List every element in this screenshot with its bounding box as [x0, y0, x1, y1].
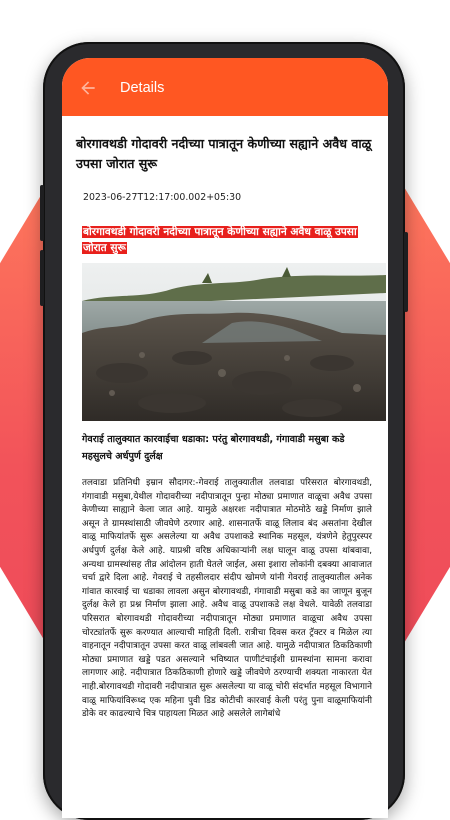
article-photo	[82, 263, 386, 421]
highlight-block	[82, 223, 374, 255]
article-body: तलवाडा प्रतिनिधी इम्रान सौदागर:-गेवराई तालुक्यातील तलवाडा परिसरात बोरगावथडी, गंगावाडी मसुबा,येथील गोदावरीच्या नदीपात्रातून पुन्हा मोठ्या प्रमाणात वाळूचा अवैध उपसा केणीच्या साह्याने केला जात आहे. यामुळे अक्षरशः नदीपात्रात मोठमोठे खड्डे निर्माण झाले असून ते ग्रामस्थांसाठी जीवघेणे ठरणार आहे. शासनातर्फे वाळू लिलाव बंद असतांना देखील वाळू माफियांतर्फे सुरू असलेल्या या अवैध उपशाकडे स्थानिक महसूल, यंत्रणेने हेतुपुरस्पर अर्धपुर्ण दुर्लक्ष केले आहे. याप्रश्री वरिष्ठ अधिकाऱ्यांनी लक्ष घालून वाळू उपसा थांबवावा, अन्यथा ग्रामस्थांसह तीव्र आंदोलन हाती घेतले जाईल, असा इशारा लोकांनी दबक्या आवाजात चर्चा द्वारे दिला आहे. गेवराई चे तहसीलदार संदीप खोमणे यांनी गेवराई तालुक्यातील अनेक गांवात कारवाई चा धडाका लावला असुन बोरगावथडी, गंगावाडी मसुबा कडे का जाणून बुजून दुर्लक्ष केले हा प्रश्न निर्माण झाला आहे. अवैध वाळू उपशाकडे लक्ष वेधले. यावेळी तलवाडा परिसरात बोरगावथडी गोदावरीच्या नदीपात्रातून मोठ्या प्रमाणात वाळूचा अवैध उपसा चोरट्यांतर्फे सुरू करण्यात आल्याची माहिती दिली. रात्रीचा दिवस करत ट्रॅक्टर व मिळेल त्या वाहनातून नदीपात्रातून उपसा करत वाळू लांबवली जात आहे. यामुळे नदीपात्रात ठिकठिकाणी मोठ्या प्रमाणात खड्डे पडत असल्याने भविष्यात पाणीटंचाईशी ग्रामस्थांना सामना करावा लागणार आहे. नदीपात्रात ठिकठिकाणी होणारे खड्डे जीवघेणे ठरण्याची शक्यता नाकारता येत नाही.बोरगावथडी गोदावरी नदीपात्रात सुरू असलेल्या या वाळू चोरी संदर्भात महसूल विभागाने वाळू माफियांविरूध्द एक महिना पुवी डिड कोटीची कारवाई केली परंतु पुना वाळूमाफियांनी डोके वर काढल्याचे चित्र पाहायला मिळत आहे असलेले लागेबांधे	[82, 478, 372, 720]
article-headline: बोरगावथडी गोदावरी नदीच्या पात्रातून केणीच्या सह्याने अवैध वाळू उपसा जोरात सुरू	[76, 136, 372, 171]
phone-side-button	[40, 250, 44, 306]
arrow-left-icon[interactable]	[78, 78, 98, 98]
phone-power-button	[404, 232, 408, 312]
app-bar	[62, 58, 388, 116]
phone-screen	[62, 58, 388, 818]
phone-side-button	[40, 185, 44, 241]
page-title: Details	[120, 80, 165, 96]
article-subheadline: गेवराई तालुक्यात कारवाईचा धडाका: परंतु बोरगावथडी, गंगावाडी मसुबा कडे महसुलचे अर्धपुर्ण दुर्लक्ष	[82, 434, 345, 462]
article-date: 2023-06-27T12:17:00.002+05:30	[83, 192, 242, 203]
highlighted-headline: बोरगावथडी गोदावरी नदीच्या पात्रातून केणीच्या सह्याने अवैध वाळू उपसा जोरात सुरू	[83, 226, 357, 254]
article-content	[62, 116, 388, 722]
